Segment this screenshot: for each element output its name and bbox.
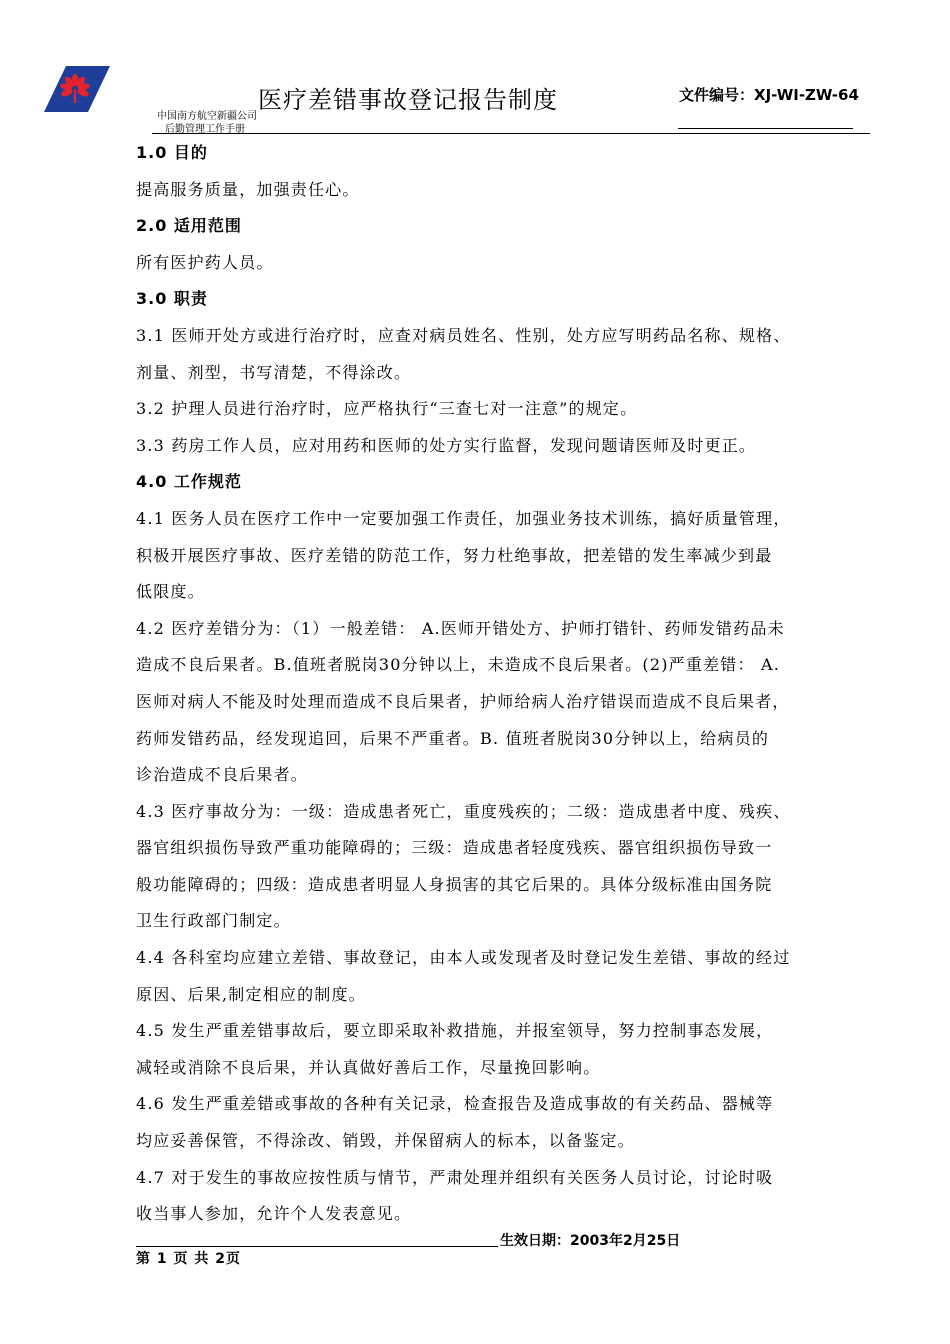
body-text-line: 提高服务质量，加强责任心。 — [136, 179, 360, 199]
page-number: 第 1 页 共 2页 — [136, 1251, 241, 1267]
company-logo — [44, 66, 110, 112]
body-text-line: 原因、后果,制定相应的制度。 — [136, 984, 366, 1004]
section-heading: 2.0 适用范围 — [136, 216, 242, 236]
body-text-line: 3.3 药房工作人员，应对用药和医师的处方实行监督，发现问题请医师及时更正。 — [136, 435, 757, 455]
company-name: 中国南方航空新疆公司 — [157, 111, 257, 122]
effective-date: 生效日期：2003年2月25日 — [500, 1233, 681, 1249]
body-text-line: 4.5 发生严重差错事故后，要立即采取补救措施，并报室领导，努力控制事态发展， — [136, 1021, 774, 1041]
body-text-line: 卫生行政部门制定。 — [136, 911, 291, 931]
body-text-line: 医师对病人不能及时处理而造成不良后果者，护师给病人治疗错误而造成不良后果者， — [136, 691, 790, 711]
document-number-underline — [678, 128, 853, 129]
body-text-line: 减轻或消除不良后果，并认真做好善后工作，尽量挽回影响。 — [136, 1057, 601, 1077]
document-body — [136, 135, 858, 1233]
body-text-line: 3.1 医师开处方或进行治疗时，应查对病员姓名、性别，处方应写明药品名称、规格、 — [136, 325, 791, 345]
body-text-line: 剂量、剂型，书写清楚，不得涂改。 — [136, 362, 412, 382]
body-text-line: 均应妥善保管，不得涂改、销毁，并保留病人的标本，以备鉴定。 — [136, 1131, 635, 1151]
document-number: 文件编号：XJ-WI-ZW-64 — [679, 86, 859, 104]
body-text-line: 收当事人参加，允许个人发表意见。 — [136, 1204, 412, 1224]
body-text-line: 积极开展医疗事故、医疗差错的防范工作，努力杜绝事故，把差错的发生率减少到最 — [136, 545, 773, 565]
body-text-line: 4.3 医疗事故分为：一级：造成患者死亡，重度残疾的；二级：造成患者中度、残疾、 — [136, 801, 791, 821]
document-title: 医疗差错事故登记报告制度 — [258, 86, 558, 114]
body-text-line: 造成不良后果者。B.值班者脱岗30分钟以上，未造成不良后果者。(2)严重差错： A. — [136, 655, 780, 675]
body-text-line: 4.1 医务人员在医疗工作中一定要加强工作责任，加强业务技术训练，搞好质量管理， — [136, 508, 791, 528]
section-heading: 1.0 目的 — [136, 143, 208, 162]
body-text-line: 药师发错药品，经发现追回，后果不严重者。B. 值班者脱岗30分钟以上，给病员的 — [136, 728, 770, 748]
body-text-line: 4.4 各科室均应建立差错、事故登记，由本人或发现者及时登记发生差错、事故的经过 — [136, 948, 791, 968]
manual-name: 后勤管理工作手册 — [165, 124, 245, 135]
body-text-line: 般功能障碍的；四级：造成患者明显人身损害的其它后果的。具体分级标准由国务院 — [136, 874, 773, 894]
body-text-line: 所有医护药人员。 — [136, 252, 274, 272]
body-text-line: 4.2 医疗差错分为：（1）一般差错： A.医师开错处方、护师打错针、药师发错药品未 — [136, 618, 785, 638]
body-text-line: 器官组织损伤导致严重功能障碍的；三级：造成患者轻度残疾、器官组织损伤导致一 — [136, 838, 773, 858]
body-text-line: 低限度。 — [136, 582, 205, 602]
header-divider — [152, 133, 870, 134]
body-text-line: 4.7 对于发生的事故应按性质与情节，严肃处理并组织有关医务人员讨论，讨论时吸 — [136, 1167, 774, 1187]
body-text-line: 4.6 发生严重差错或事故的各种有关记录，检查报告及造成事故的有关药品、器械等 — [136, 1094, 774, 1114]
body-text-line: 诊治造成不良后果者。 — [136, 765, 309, 785]
section-heading: 3.0 职责 — [136, 289, 208, 309]
section-heading: 4.0 工作规范 — [136, 472, 242, 492]
body-text-line: 3.2 护理人员进行治疗时，应严格执行“三查七对一注意”的规定。 — [136, 399, 638, 419]
footer-divider — [136, 1246, 498, 1247]
